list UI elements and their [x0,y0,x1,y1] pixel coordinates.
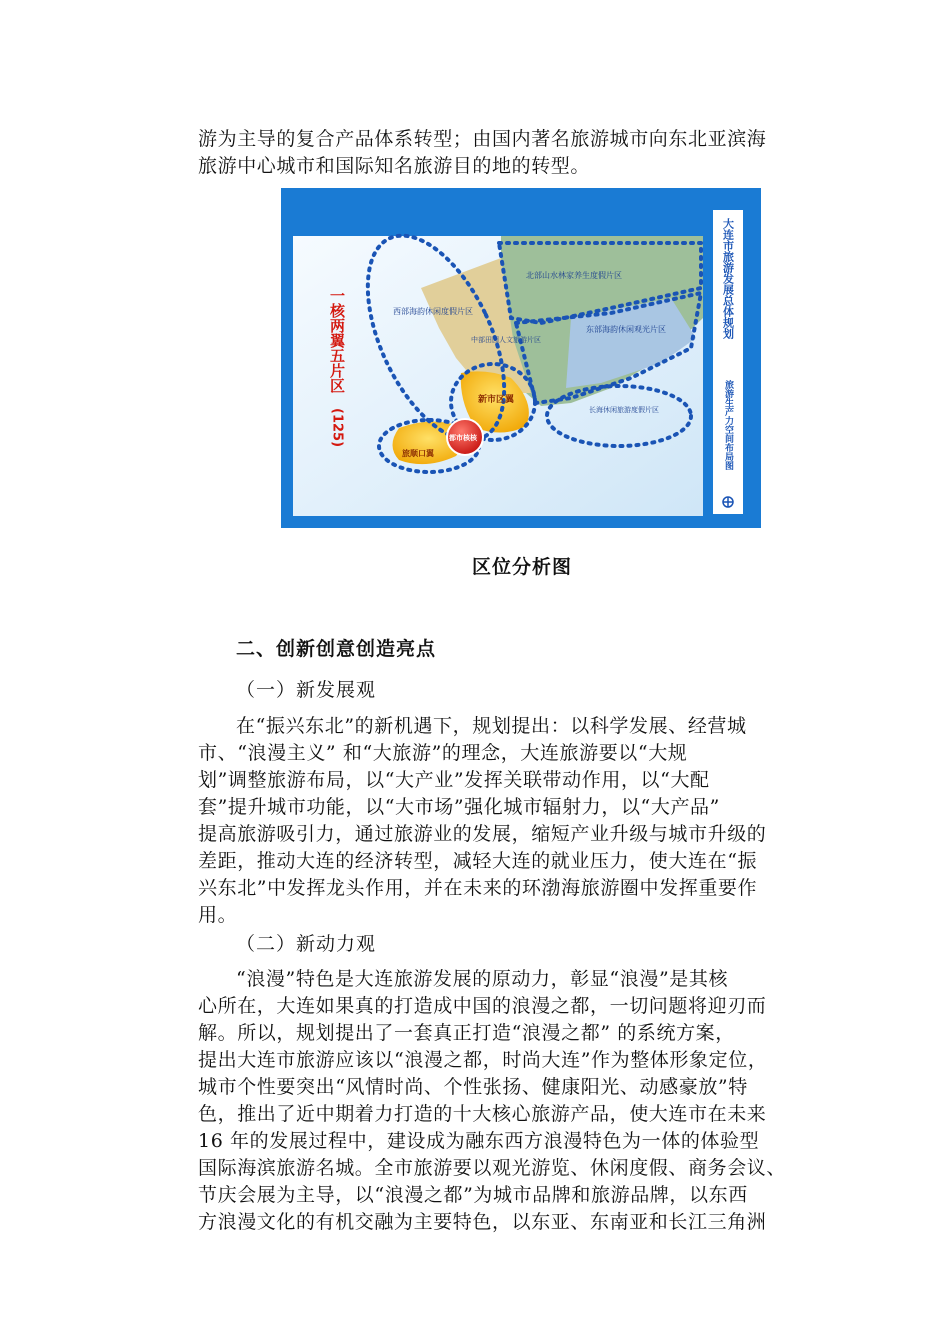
side-title: 大连市旅游发展总体规划 [721,218,735,339]
label-east: 东部海韵休闲观光片区 [586,325,666,334]
text-line: “浪漫”特色是大连旅游发展的原动力，彰显“浪漫”是其核 [236,968,729,990]
figure-caption: 区位分析图 [471,556,572,578]
text-line: 解。所以，规划提出了一套真正打造“浪漫之都” 的系统方案， [198,1022,735,1044]
label-central: 中部田园人文旅游片区 [471,336,541,344]
text-line: 游为主导的复合产品体系转型；由国内著名旅游城市向东北亚滨海 [198,128,767,150]
paragraph-development [198,713,804,929]
text-line: 市、“浪漫主义” 和“大旅游”的理念，大连旅游要以“大规 [198,742,688,764]
text-line: 在“振兴东北”的新机遇下，规划提出：以科学发展、经营城 [236,715,747,737]
text-line: 差距，推动大连的经济转型，减轻大连的就业压力，使大连在“振 [198,850,758,872]
text-line: 国际海滨旅游名城。全市旅游要以观光游览、休闲度假、商务会议、 [198,1157,787,1179]
subsection-title: （二）新动力观 [236,933,377,955]
label-new-city: 新市区翼 [478,395,515,405]
section-heading: 二、创新创意创造亮点 [236,638,437,660]
text-line: 节庆会展为主导，以“浪漫之都”为城市品牌和旅游品牌，以东西 [198,1184,748,1206]
text-line: 旅游中心城市和国际知名旅游目的地的转型。 [198,155,591,177]
text-line: 提出大连市旅游应该以“浪漫之都，时尚大连”作为整体形象定位， [198,1049,768,1071]
text-line: 心所在，大连如果真的打造成中国的浪漫之都，一切问题将迎刃而 [198,995,767,1017]
text-line: 用。 [198,904,238,926]
label-core: 都市核核 [449,434,477,442]
left-title: 一核两翼五片区 [328,288,346,393]
paragraph-driving-force [198,966,804,1236]
text-line: 划”调整旅游布局，以“大产业”发挥关联带动作用，以“大配 [198,769,710,791]
label-lushun: 旅顺口翼 [402,449,434,458]
intro-paragraph [198,126,804,180]
text-line: 16 年的发展过程中，建设成为融东西方浪漫特色为一体的体验型 [198,1130,760,1152]
label-islands: 长海休闲旅游度假片区 [589,406,659,414]
label-west: 西部海韵休闲度假片区 [393,307,473,316]
tourism-map [281,188,761,528]
text-line: 兴东北”中发挥龙头作用，并在未来的环渤海旅游圈中发挥重要作 [198,877,758,899]
subsection-title: （一）新发展观 [236,679,377,701]
tourism-map-figure [281,188,761,528]
text-line: 提高旅游吸引力，通过旅游业的发展，缩短产业升级与城市升级的 [198,823,767,845]
side-subtitle: 旅游生产力空间布局图 [723,380,733,470]
text-line: 城市个性要突出“风情时尚、个性张扬、健康阳光、动感豪放”特 [198,1076,748,1098]
logo-icon [723,497,733,507]
text-line: 套”提升城市功能，以“大市场”强化城市辐射力，以“大产品” [198,796,720,818]
text-line: 色，推出了近中期着力打造的十大核心旅游产品，使大连市在未来 [198,1103,767,1125]
text-line: 方浪漫文化的有机交融为主要特色，以东亚、东南亚和长江三角洲 [198,1211,767,1233]
label-north: 北部山水林家养生度假片区 [526,271,622,280]
left-code: (125) [329,408,345,448]
